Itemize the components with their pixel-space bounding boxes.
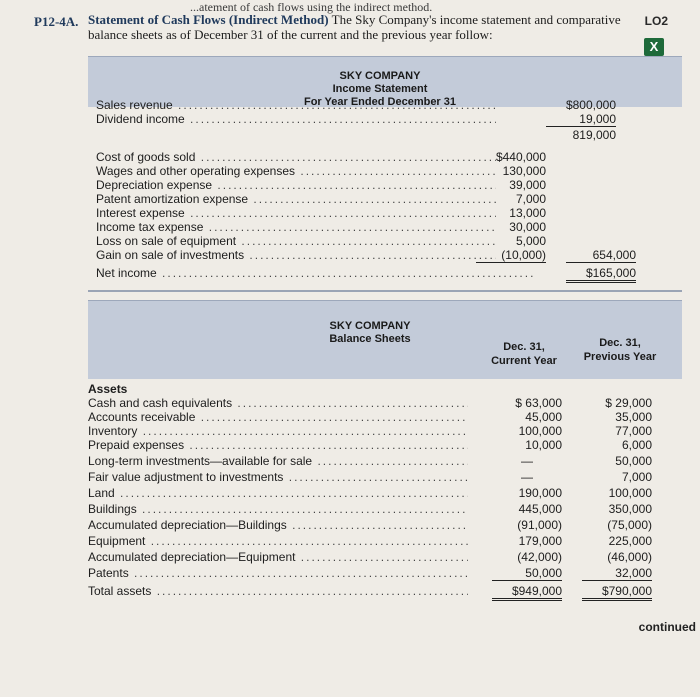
bs-row-label: Land ..... — [88, 486, 468, 500]
is-net-income: $165,000 — [566, 266, 636, 283]
bs-col-previous-line2: Previous Year — [583, 351, 657, 363]
bs-row-previous: (46,000) — [607, 550, 652, 564]
is-revenue-total: 819,000 — [572, 128, 616, 142]
bs-row-current: — — [521, 454, 533, 468]
is-row-label: Interest expense ..... — [96, 206, 496, 220]
bs-row-previous: 100,000 — [608, 486, 652, 500]
bs-row-label: Long-term investments—available for sale ..... — [88, 454, 468, 468]
bs-section-title: Assets — [88, 382, 128, 396]
is-row-amount: (10,000) — [476, 248, 546, 263]
is-period: For Year Ended December 31 — [303, 96, 457, 108]
bs-row-current: 100,000 — [518, 424, 562, 438]
bs-row-label: Buildings ..... — [88, 502, 468, 516]
is-row-label: Loss on sale of equipment ..... — [96, 234, 496, 248]
is-row-amount: $800,000 — [565, 98, 616, 112]
bs-row-label: Accounts receivable ..... — [88, 410, 468, 424]
bs-total-label: Total assets ..... — [88, 584, 468, 598]
is-row-label: Gain on sale of investments ..... — [96, 248, 496, 262]
problem-intro: The Sky Company's income statement and comparative balance sheets as of December 31 of the current and the previous year follow: — [88, 12, 621, 42]
bs-row-label: Accumulated depreciation—Equipment ..... — [88, 550, 468, 564]
bs-row-current: 445,000 — [518, 502, 562, 516]
bs-title: Balance Sheets — [329, 333, 411, 345]
bs-row-label: Accumulated depreciation—Buildings ..... — [88, 518, 468, 532]
bs-row-current: $ 63,000 — [515, 396, 562, 410]
bs-row-current: (42,000) — [517, 550, 562, 564]
is-row-amount: 5,000 — [515, 234, 546, 248]
is-row-label: Cost of goods sold ..... — [96, 150, 496, 164]
is-net-income-label: Net income ..... — [96, 266, 536, 280]
bs-total-previous: $790,000 — [582, 584, 652, 601]
bs-row-label: Cash and cash equivalents ..... — [88, 396, 468, 410]
continued-label: continued — [638, 620, 696, 634]
bs-row-previous: 32,000 — [582, 566, 652, 581]
problem-title: Statement of Cash Flows (Indirect Method) — [88, 12, 329, 27]
bs-row-label: Equipment ..... — [88, 534, 468, 548]
is-row-label: Sales revenue ..... — [96, 98, 496, 112]
bs-col-previous-line1: Dec. 31, — [599, 337, 641, 349]
bs-row-current: 190,000 — [518, 486, 562, 500]
bs-total-current: $949,000 — [492, 584, 562, 601]
is-row-label: Dividend income ..... — [96, 112, 496, 126]
bs-row-previous: 350,000 — [608, 502, 652, 516]
section-divider — [88, 290, 682, 292]
bs-row-current: (91,000) — [517, 518, 562, 532]
is-row-amount: 39,000 — [509, 178, 546, 192]
bs-row-previous: 7,000 — [621, 470, 652, 484]
bs-row-previous: 50,000 — [615, 454, 652, 468]
bs-row-current: — — [521, 470, 533, 484]
balance-sheet-heading — [310, 320, 430, 346]
bs-col-current-line1: Dec. 31, — [503, 341, 545, 353]
is-row-label: Patent amortization expense ..... — [96, 192, 496, 206]
bs-row-previous: 6,000 — [621, 438, 652, 452]
bs-col-current-line2: Current Year — [491, 355, 557, 367]
is-title: Income Statement — [332, 83, 428, 95]
bs-row-label: Prepaid expenses ..... — [88, 438, 468, 452]
bs-row-current: 179,000 — [518, 534, 562, 548]
bs-row-previous: 77,000 — [615, 424, 652, 438]
is-row-amount: 7,000 — [515, 192, 546, 206]
is-row-label: Income tax expense ..... — [96, 220, 496, 234]
bs-company: SKY COMPANY — [329, 320, 411, 332]
bs-row-current: 45,000 — [525, 410, 562, 424]
is-expense-total: 654,000 — [566, 248, 636, 263]
bs-row-label: Patents ..... — [88, 566, 468, 580]
bs-row-previous: 35,000 — [615, 410, 652, 424]
is-row-amount: 19,000 — [546, 112, 616, 127]
is-row-amount: 13,000 — [509, 206, 546, 220]
bs-col-current-year — [476, 340, 572, 368]
bs-row-label: Fair value adjustment to investments ..... — [88, 470, 468, 484]
bs-row-previous: 225,000 — [608, 534, 652, 548]
is-row-amount: 130,000 — [502, 164, 546, 178]
bs-row-previous: $ 29,000 — [605, 396, 652, 410]
is-row-amount: 30,000 — [509, 220, 546, 234]
top-snippet: ...atement of cash flows using the indirect method. — [190, 0, 433, 14]
is-row-label: Depreciation expense ..... — [96, 178, 496, 192]
bs-row-current: 50,000 — [492, 566, 562, 581]
problem-number: P12-4A. — [34, 14, 79, 29]
is-company: SKY COMPANY — [339, 70, 421, 82]
problem-text — [88, 12, 628, 42]
bs-row-current: 10,000 — [525, 438, 562, 452]
is-row-amount: $440,000 — [495, 150, 546, 164]
bs-col-previous-year — [572, 336, 668, 364]
bs-row-previous: (75,000) — [607, 518, 652, 532]
is-row-label: Wages and other operating expenses ..... — [96, 164, 496, 178]
excel-icon[interactable]: X — [644, 38, 664, 56]
learning-objective-tag: LO2 — [644, 14, 668, 28]
bs-row-label: Inventory ..... — [88, 424, 468, 438]
